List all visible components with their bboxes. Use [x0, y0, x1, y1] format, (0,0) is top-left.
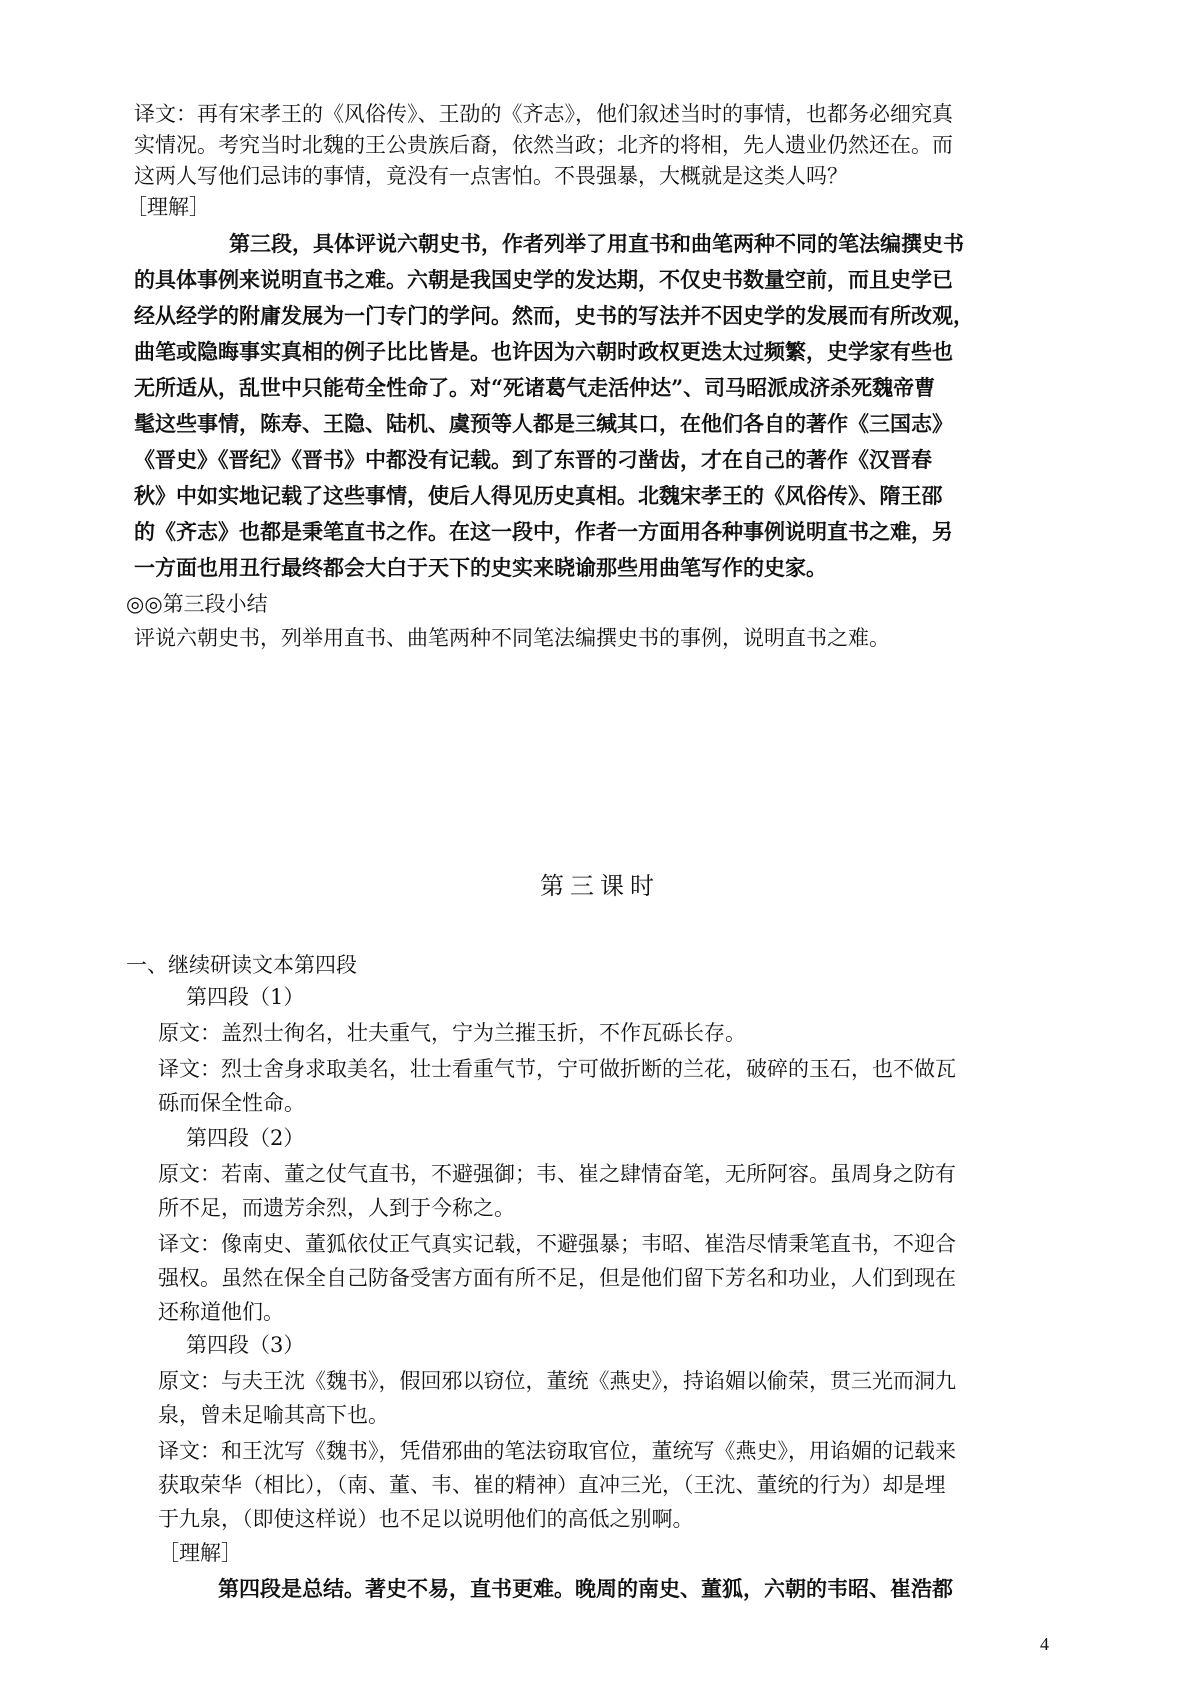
understanding-text: 第四段是总结。著史不易，直书更难。晚周的南史、董狐，六朝的韦昭、崔浩都 — [218, 1576, 953, 1601]
paragraph-line: 髦这些事情，陈寿、王隐、陆机、虞预等人都是三缄其口，在他们各自的著作《三国志》 — [134, 411, 953, 436]
summary-text: 评说六朝史书，列举用直书、曲笔两种不同笔法编撰史书的事例，说明直书之难。 — [134, 626, 890, 650]
translation-line: 译文：烈士舍身求取美名，壮士看重气节，宁可做折断的兰花，破碎的玉石，也不做瓦 — [158, 1057, 956, 1081]
understanding-label: ［理解］ — [158, 1541, 242, 1565]
summary-label: ◎◎第三段小结 — [126, 592, 268, 616]
original-text: 原文：若南、董之仗气直书，不避强御；韦、崔之肆情奋笔，无所阿容。虽周身之防有 — [158, 1162, 956, 1186]
translation-line: 这两人写他们忌讳的事情，竟没有一点害怕。不畏强暴，大概就是这类人吗？ — [134, 164, 848, 188]
original-text: 泉，曾未足喻其高下也。 — [158, 1403, 389, 1427]
translation-line: 译文：再有宋孝王的《风俗传》、王劭的《齐志》，他们叙述当时的事情，也都务必细究真 — [134, 102, 953, 126]
paragraph-label: 第四段（1） — [186, 985, 305, 1009]
original-text: 原文：盖烈士徇名，壮夫重气，宁为兰摧玉折，不作瓦砾长存。 — [158, 1021, 746, 1045]
paragraph-label: 第四段（3） — [186, 1333, 305, 1357]
paragraph-line: 一方面也用丑行最终都会大白于天下的史实来晓谕那些用曲笔写作的史家。 — [134, 555, 827, 580]
paragraph-label: 第四段（2） — [186, 1126, 305, 1150]
page-number: 4 — [1040, 1634, 1049, 1654]
paragraph-line: 《晋史》《晋纪》《晋书》中都没有记载。到了东晋的刁凿齿，才在自己的著作《汉晋春 — [134, 447, 932, 472]
paragraph-line: 无所适从，乱世中只能苟全性命了。对“死诸葛气走活仲达”、司马昭派成济杀死魏帝曹 — [134, 375, 936, 400]
paragraph-line: 的具体事例来说明直书之难。六朝是我国史学的发达期，不仅史书数量空前，而且史学已 — [134, 267, 953, 292]
paragraph-line: 秋》中如实地记载了这些事情，使后人得见历史真相。北魏宋孝王的《风俗传》、隋王邵 — [134, 483, 943, 508]
original-text: 原文：与夫王沈《魏书》，假回邪以窃位，董统《燕史》，持谄媚以偷荣，贯三光而洞九 — [158, 1369, 956, 1393]
translation-line: 实情况。考究当时北魏的王公贵族后裔，依然当政；北齐的将相，先人遗业仍然还在。而 — [134, 133, 953, 157]
translation-line: 译文：像南史、董狐依仗正气真实记载，不避强暴；韦昭、崔浩尽情秉笔直书，不迎合 — [158, 1232, 956, 1256]
understanding-label: ［理解］ — [126, 195, 210, 219]
paragraph-line: 第三段，具体评说六朝史书，作者列举了用直书和曲笔两种不同的笔法编撰史书 — [229, 231, 964, 256]
original-text: 所不足，而遗芳余烈，人到于今称之。 — [158, 1196, 515, 1220]
translation-line: 强权。虽然在保全自己防备受害方面有所不足，但是他们留下芳名和功业，人们到现在 — [158, 1266, 956, 1290]
translation-line: 获取荣华（相比），（南、董、韦、崔的精神）直冲三光，（王沈、董统的行为）却是埋 — [158, 1473, 946, 1497]
lesson-title: 第三课时 — [540, 872, 660, 900]
translation-line: 砾而保全性命。 — [158, 1091, 305, 1115]
paragraph-line: 曲笔或隐晦事实真相的例子比比皆是。也许因为六朝时政权更迭太过频繁，史学家有些也 — [134, 339, 953, 364]
translation-line: 译文：和王沈写《魏书》，凭借邪曲的笔法窃取官位，董统写《燕史》，用谄媚的记载来 — [158, 1439, 956, 1463]
section-heading: 一、继续研读文本第四段 — [126, 953, 357, 977]
translation-line: 还称道他们。 — [158, 1300, 284, 1324]
paragraph-line: 经从经学的附庸发展为一门专门的学问。然而，史书的写法并不因史学的发展而有所改观， — [134, 303, 974, 328]
translation-line: 于九泉，（即使这样说）也不足以说明他们的高低之别啊。 — [158, 1507, 694, 1531]
paragraph-line: 的《齐志》也都是秉笔直书之作。在这一段中，作者一方面用各种事例说明直书之难，另 — [134, 519, 953, 544]
